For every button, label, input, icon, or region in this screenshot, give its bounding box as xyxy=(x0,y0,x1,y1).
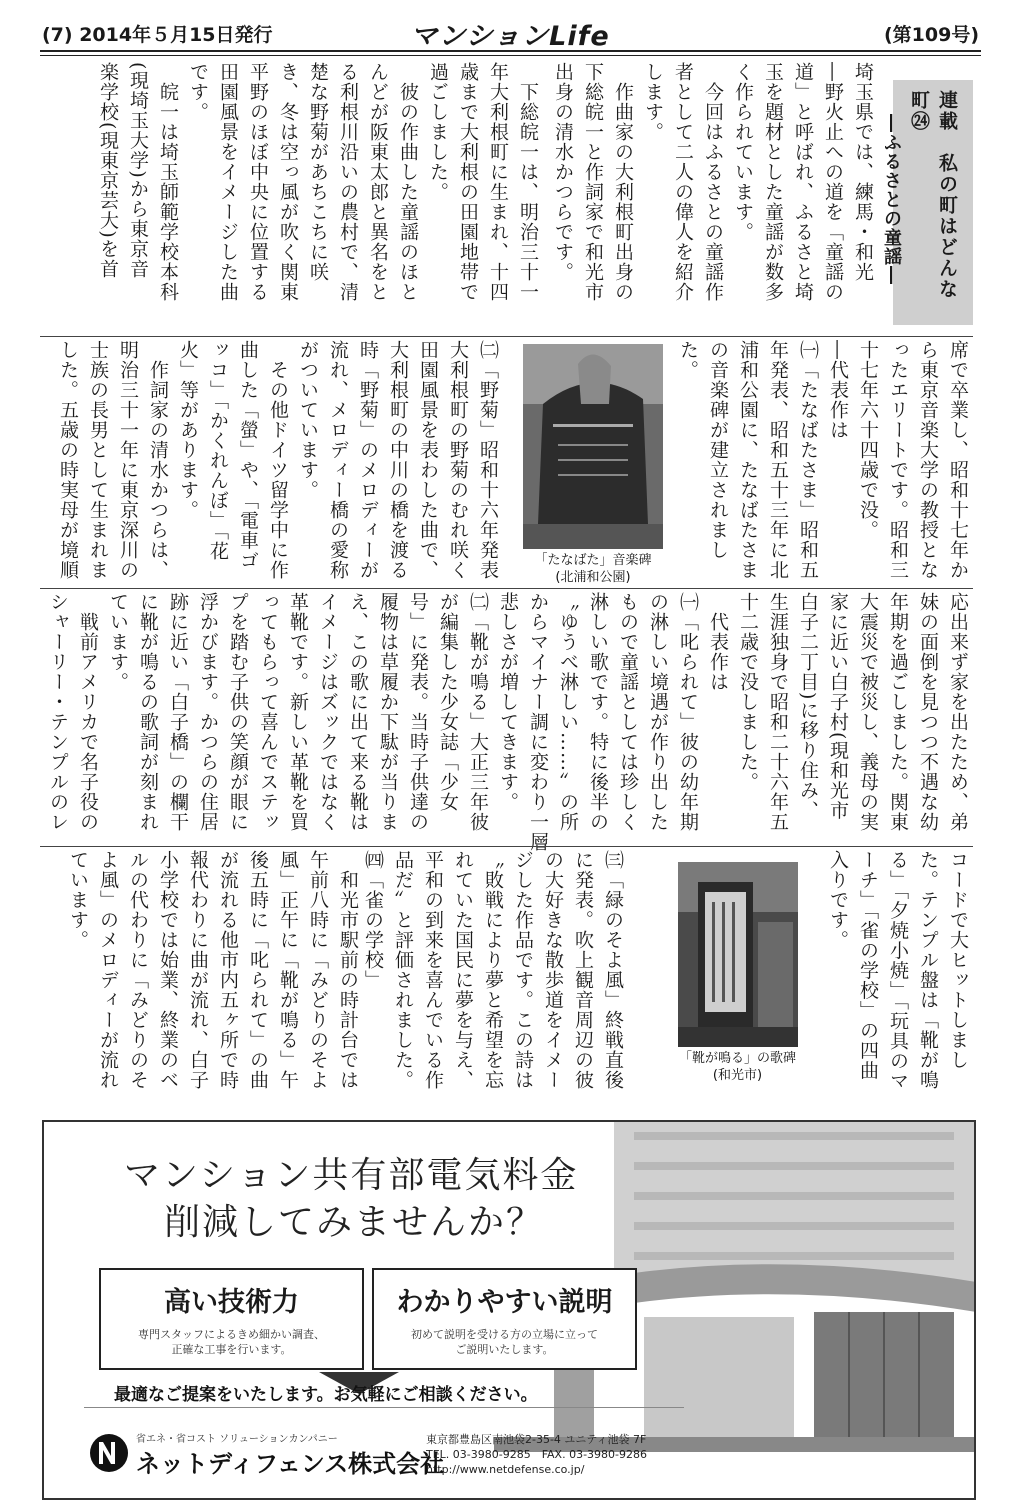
ad-offer: 最適なご提案をいたします。お気軽にご相談ください。 xyxy=(114,1385,538,1405)
feature-body: 専門スタッフによるきめ細かい調査、 xyxy=(138,1328,325,1341)
series-title: 連載 私の町はどんな町㉔ xyxy=(908,90,958,300)
photo-caption xyxy=(670,1050,805,1084)
caption-line: 「たなばた」音楽碑 xyxy=(534,553,652,568)
feature-body: ご説明いたします。 xyxy=(455,1343,554,1356)
issue-date: (7) 2014年５月15日発行 xyxy=(42,24,273,46)
company-name: ネットディフェンス株式会社 xyxy=(136,1450,445,1478)
tanabata-monument-photo xyxy=(523,344,663,549)
article-band-4 xyxy=(40,850,973,1110)
monument-photo-icon xyxy=(678,862,798,1047)
company-logo-icon xyxy=(89,1430,129,1476)
article-band-3 xyxy=(40,592,973,852)
company-tagline: 省エネ・省コスト ソリューションカンパニー xyxy=(136,1434,338,1445)
article-column: 席で卒業し、昭和十七年か ら東京音楽大学の教授とな ったエリートです。昭和三 十七年六十四歳で没。 ―代表作は ㈠「たなばたさま」昭和五 年発表、昭和五十三年に北 浦和公園に、たなばたさま の音楽碑が建立されまし た。 xyxy=(677,340,969,580)
series-title-box xyxy=(881,80,973,325)
company-address: 東京都豊島区南池袋2-35-4 ユニティ池袋 7F xyxy=(426,1433,647,1446)
caption-line: (和光市) xyxy=(712,1068,763,1083)
series-subtitle: ―ふるさとの童謡― xyxy=(881,114,902,285)
header-rule xyxy=(40,50,981,52)
feature-box-explanation xyxy=(372,1268,637,1370)
article-column: 埼玉県では、練馬・和光 ―野火止への道を「童謡の 道」と呼ばれ、ふるさと埼 玉を題材とした童謡が数多 く作られています。 今回はふるさとの童謡作 者として二人の偉人を紹介 します。 作曲家の大利根町出身の 下総皖一と作詞家で和光市 出身の清水かつらです。 xyxy=(552,62,874,302)
article-band-1 xyxy=(40,62,973,332)
advertisement xyxy=(42,1120,976,1500)
feature-box-technology xyxy=(99,1268,364,1370)
company-contact xyxy=(426,1432,647,1477)
article-column: コードで大ヒットしまし た。テンプル盤は「靴が鳴 る」「夕焼小焼」「玩具のマ ーチ」「雀の学校」の四曲 入りです。 xyxy=(827,850,969,1091)
article-band-2 xyxy=(40,340,973,585)
issue-number: (第109号) xyxy=(883,24,979,46)
band-separator xyxy=(40,336,973,337)
article-column: 和光市駅前の時計台では 午前八時に「みどりのそよ 風」正午に「靴が鳴る」午 後五時に「叱られて」の曲 が流れる他市内五ヶ所で時 報代わりに曲が流れ、白子 小学校では始業、終業のベ ルの代わりに「みどりのそ よ風」のメロディーが流れ ています。 xyxy=(67,850,359,1090)
article-column: ㈡「野菊」昭和十六年発表 大利根町の野菊のむれ咲く 田園風景を表わした曲で、 大利根町の中川の橋を渡る 時「野菊」のメロディーが 流れ、メロディー橋の愛称 がついています。 その他ドイツ留学中に作 曲した「螢」や、「電車ゴ ッコ」「かくれんぼ」「花 火」等があります。 作詞家の清水かつらは、 明治三十一年に東京深川の 士族の長男として生まれま した。五歳の時実母が境順 xyxy=(57,340,499,580)
ad-divider xyxy=(84,1407,684,1408)
header-rule-thin xyxy=(40,55,981,56)
band-separator xyxy=(40,588,973,589)
feature-body: 初めて説明を受ける方の立場に立って xyxy=(411,1328,598,1341)
article-column: 下総皖一は、明治三十一 年大利根町に生まれ、十四 歳まで大利根の田園地帯で 過ごしました。 彼の作曲した童謡のほと んどが阪東太郎と異名をと る利根川沿いの農村で、清 楚な野菊があちこちに咲 き、冬は空っ風が吹く関東 平野のほぼ中央に位置する 田園風景をイメージした曲 です。 皖一は埼玉師範学校本科 (現埼玉大学)から東京音 楽学校(現東京芸大)を首 xyxy=(97,62,539,302)
caption-line: 「靴が鳴る」の歌碑 xyxy=(678,1051,796,1066)
kutsuganaru-monument-photo xyxy=(678,862,798,1047)
feature-body: 正確な工事を行います。 xyxy=(171,1343,292,1356)
monument-photo-icon xyxy=(523,344,663,549)
article-column: ㈡「靴が鳴る」大正三年彼 が編集した少女誌「少女 号」に発表。当時子供達の 履物は草履か下駄が当りま え、この歌に出て来る靴は イメージはズックではなく 革靴です。新しい革靴を買 ってもらって喜んでステッ プを踏む子供の笑顔が眼に 浮かびます。かつらの住居 跡に近い「白子橋」の欄干 に靴が鳴るの歌詞が刻まれ ています。 戦前アメリカで名子役の シャーリー・テンプルのレ xyxy=(47,592,489,832)
band-separator xyxy=(40,846,973,847)
article-column: 応出来ず家を出たため、弟 妹の面倒を見つつ不遇な幼 年期を過ごしました。関東 大震災で被災し、義母の実 家に近い白子村(現和光市 白子二丁目)に移り住み、 生涯独身で昭和二十六年五 十二歳で没しました。 代表作は ㈠「叱られて」彼の幼年期 の淋しい境遇が作り出した もので童謡としては珍しく 淋しい歌です。特に後半の 〝ゆうべ淋しい……〟の所 からマイナー調に変わり一層 悲しさが増してきます。 xyxy=(497,592,969,852)
paper-title: マンションLife xyxy=(410,21,610,52)
feature-title: わかりやすい説明 xyxy=(396,1287,613,1318)
caption-line: (北浦和公園) xyxy=(555,570,631,585)
photo-caption xyxy=(518,552,668,586)
article-column: ㈢「緑のそよ風」終戦直後 に発表。吹上観音周辺の彼 の大好きな散歩道をイメー ジした作品です。この詩は 〝敗戦により夢と希望を忘 れていた国民に夢を与え、 平和の到来を喜んでいる作 品だ〟と評価されました。 ㈣「雀の学校」 xyxy=(362,850,624,1090)
ad-headline: マンション共有部電気料金 xyxy=(124,1155,579,1196)
company-phone: TEL. 03-3980-9285 FAX. 03-3980-9286 xyxy=(426,1448,648,1461)
ad-headline: 削減してみませんか？ xyxy=(164,1202,545,1243)
company-url[interactable]: http://www.netdefense.co.jp/ xyxy=(426,1463,585,1476)
feature-title: 高い技術力 xyxy=(164,1287,299,1318)
